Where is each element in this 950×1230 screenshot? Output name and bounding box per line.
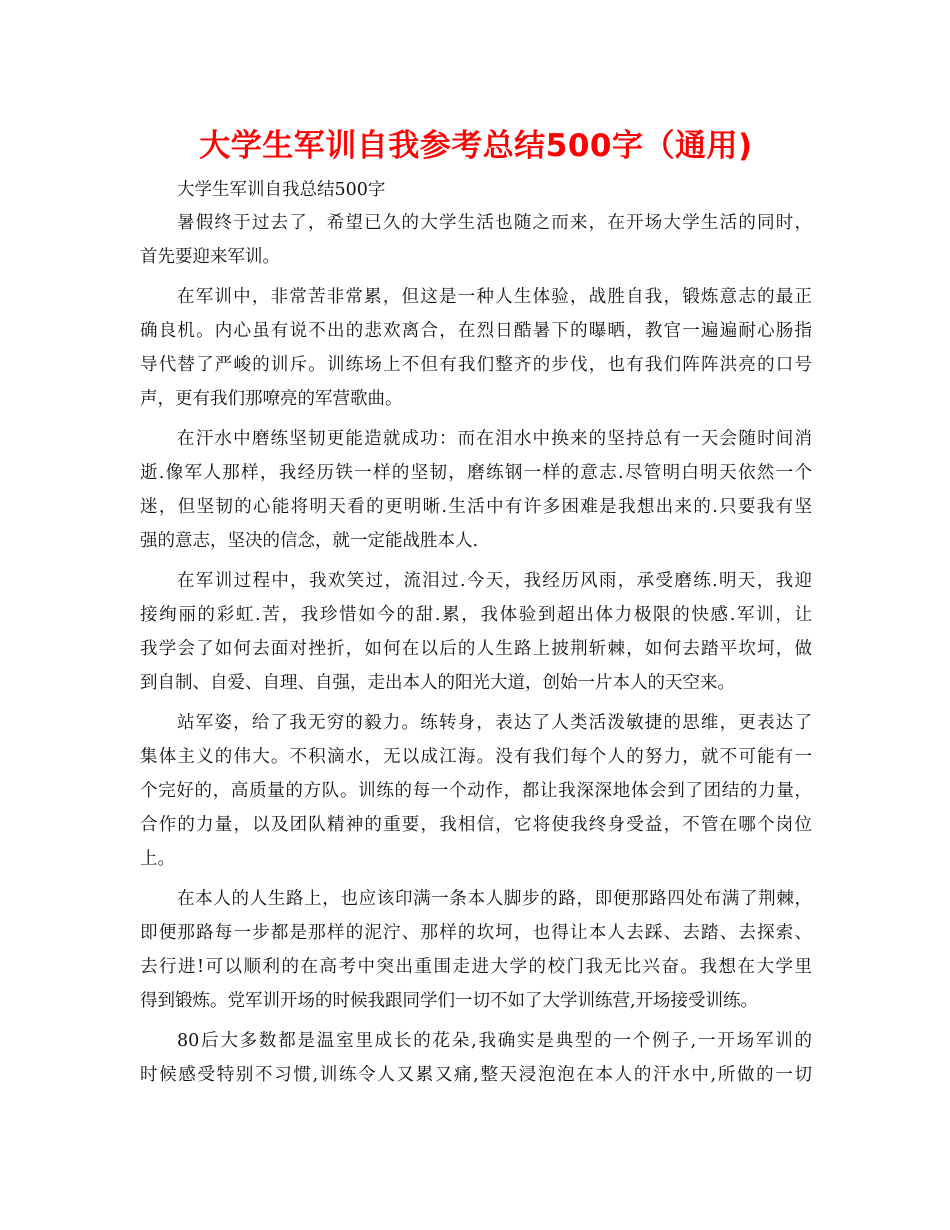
paragraph-line: 在汗水中磨练坚韧更能造就成功：而在泪水中换来的坚持总有一天会随时间消 xyxy=(177,429,812,449)
paragraph-line: 上。 xyxy=(140,849,175,869)
paragraph-7 xyxy=(140,1024,812,1092)
document-body xyxy=(140,206,812,1092)
paragraph-line: 集体主义的伟大。不积滴水，无以成江海。没有我们每个人的努力，就不可能有一 xyxy=(140,747,812,767)
paragraph-line: 我学会了如何去面对挫折，如何在以后的人生路上披荆斩棘，如何去踏平坎坷，做 xyxy=(140,639,812,659)
paragraph-line: 站军姿，给了我无穷的毅力。练转身，表达了人类活泼敏捷的思维，更表达了 xyxy=(177,713,812,733)
paragraph-line: 迷，但坚韧的心能将明天看的更明晰.生活中有许多困难是我想出来的.只要我有坚 xyxy=(140,497,812,517)
document-title: 大学生军训自我参考总结500字（通用) xyxy=(199,128,753,164)
paragraph-5 xyxy=(140,706,812,876)
paragraph-line: 时候感受特别不习惯,训练令人又累又痛,整天浸泡泡在本人的汗水中,所做的一切 xyxy=(140,1065,812,1085)
paragraph-line: 导代替了严峻的训斥。训练场上不但有我们整齐的步伐，也有我们阵阵洪亮的口号 xyxy=(140,355,812,375)
paragraph-1 xyxy=(140,206,812,274)
paragraph-2 xyxy=(140,280,812,416)
paragraph-line: 在本人的人生路上，也应该印满一条本人脚步的路，即便那路四处布满了荆棘， xyxy=(177,889,812,909)
paragraph-line: 在军训中，非常苦非常累，但这是一种人生体验，战胜自我，锻炼意志的最正 xyxy=(177,287,812,307)
document-page xyxy=(140,118,812,1098)
paragraph-3 xyxy=(140,422,812,558)
paragraph-line: 在军训过程中，我欢笑过，流泪过.今天，我经历风雨，承受磨练.明天，我迎 xyxy=(177,571,812,591)
paragraph-line: 确良机。内心虽有说不出的悲欢离合，在烈日酷暑下的曝晒，教官一遍遍耐心肠指 xyxy=(140,321,812,341)
paragraph-line: 去行进!可以顺利的在高考中突出重围走进大学的校门我无比兴奋。我想在大学里 xyxy=(140,957,812,977)
paragraph-line: 到自制、自爱、自理、自强，走出本人的阳光大道，创始一片本人的天空来。 xyxy=(140,673,735,693)
paragraph-line: 得到锻炼。党军训开场的时候我跟同学们一切不如了大学训练营,开场接受训练。 xyxy=(140,991,759,1011)
paragraph-line: 个完好的，高质量的方队。训练的每一个动作，都让我深深地体会到了团结的力量， xyxy=(140,781,812,801)
paragraph-line: 80后大多数都是温室里成长的花朵,我确实是典型的一个例子,一开场军训的 xyxy=(177,1031,812,1051)
paragraph-line: 暑假终于过去了，希望已久的大学生活也随之而来，在开场大学生活的同时， xyxy=(177,213,812,233)
paragraph-line: 逝.像军人那样，我经历铁一样的坚韧，磨练钢一样的意志.尽管明白明天依然一个 xyxy=(140,463,812,483)
paragraph-4 xyxy=(140,564,812,700)
paragraph-line: 强的意志，坚决的信念，就一定能战胜本人. xyxy=(140,531,479,551)
paragraph-line: 即便那路每一步都是那样的泥泞、那样的坎坷，也得让本人去踩、去踏、去探索、 xyxy=(140,923,812,943)
paragraph-line: 声，更有我们那嘹亮的军营歌曲。 xyxy=(140,389,403,409)
paragraph-6 xyxy=(140,882,812,1018)
document-subtitle: 大学生军训自我总结500字 xyxy=(177,180,386,200)
paragraph-line: 首先要迎来军训。 xyxy=(140,247,280,267)
paragraph-line: 接绚丽的彩虹.苦，我珍惜如今的甜.累，我体验到超出体力极限的快感.军训，让 xyxy=(140,605,812,625)
paragraph-line: 合作的力量，以及团队精神的重要，我相信，它将使我终身受益，不管在哪个岗位 xyxy=(140,815,812,835)
